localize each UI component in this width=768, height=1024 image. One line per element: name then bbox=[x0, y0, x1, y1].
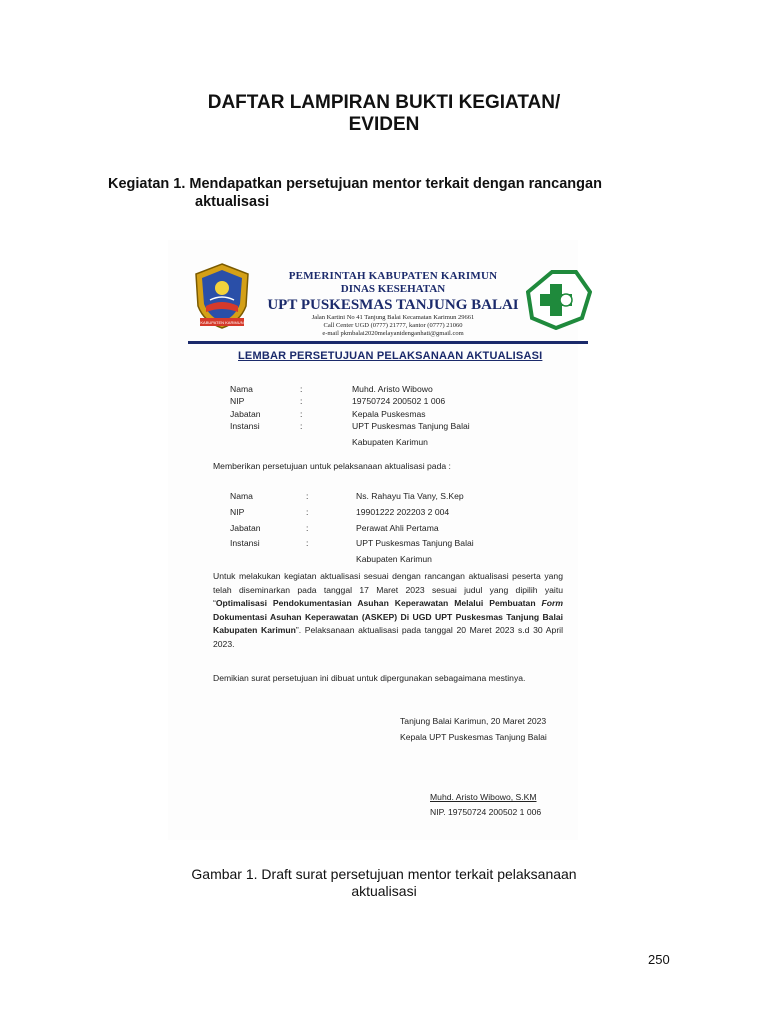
participant-name-label: Nama bbox=[230, 491, 253, 501]
emblem-text: KABUPATEN KARIMUN bbox=[200, 320, 244, 325]
page-title-line1: DAFTAR LAMPIRAN BUKTI KEGIATAN/ bbox=[207, 92, 561, 113]
mentor-nip-label: NIP bbox=[230, 396, 245, 406]
participant-institution-value-line2: Kabupaten Karimun bbox=[356, 554, 432, 564]
mentor-name-value: Muhd. Aristo Wibowo bbox=[352, 384, 433, 394]
figure-caption-line2: aktualisasi bbox=[351, 883, 417, 899]
mentor-name-label: Nama bbox=[230, 384, 253, 394]
colon: : bbox=[300, 396, 303, 406]
participant-name-value: Ns. Rahayu Tia Vany, S.Kep bbox=[356, 491, 464, 501]
letterhead bbox=[263, 270, 523, 338]
letterhead-line2: DINAS KESEHATAN bbox=[340, 283, 446, 295]
colon: : bbox=[306, 538, 309, 548]
letterhead-line1: PEMERINTAH KABUPATEN KARIMUN bbox=[288, 270, 498, 282]
letterhead-address: Jalan Kartini No 41 Tanjung Balai Kecamatan Karimun 29661 bbox=[311, 314, 475, 321]
mentor-position-value: Kepala Puskesmas bbox=[352, 409, 426, 419]
signer-name: Muhd. Aristo Wibowo, S.KM bbox=[430, 792, 537, 802]
page-title-line2: EVIDEN bbox=[348, 114, 420, 135]
colon: : bbox=[306, 523, 309, 533]
mentor-institution-value: UPT Puskesmas Tanjung Balai bbox=[352, 421, 470, 431]
letterhead-phone: Call Center UGD (0777) 21777, kantor (0777) 21060 bbox=[323, 322, 463, 329]
page-title bbox=[0, 92, 768, 136]
approval-letter-image bbox=[168, 240, 578, 840]
letter-closing: Demikian surat persetujuan ini dibuat untuk dipergunakan sebagaimana mestinya. bbox=[213, 673, 526, 683]
page-number: 250 bbox=[648, 952, 670, 967]
activity-heading bbox=[108, 175, 668, 211]
participant-nip-value: 19901222 202203 2 004 bbox=[356, 507, 450, 517]
letterhead-email: e-mail pkmbalai2020melayanidenganhati@gmail.com bbox=[322, 330, 464, 337]
activity-heading-line1: Kegiatan 1. Mendapatkan persetujuan mentor terkait dengan rancangan bbox=[108, 176, 602, 192]
participant-position-value: Perawat Ahli Pertama bbox=[356, 523, 439, 533]
mentor-nip-value: 19750724 200502 1 006 bbox=[352, 396, 446, 406]
body-title-bold1: Optimalisasi Pendokumentasian Asuhan Keperawatan Melalui Pembuatan bbox=[215, 598, 542, 609]
karimun-regency-emblem-icon bbox=[192, 262, 252, 330]
mentor-institution-label: Instansi bbox=[230, 421, 260, 431]
body-title-bold2: Dokumentasi Asuhan Keperawatan (ASKEP) Di UGD UPT Puskesmas Tanjung Balai Kabupaten Karimun bbox=[213, 611, 563, 636]
puskesmas-cross-emblem-icon bbox=[526, 270, 592, 330]
participant-position-label: Jabatan bbox=[230, 523, 261, 533]
signer-nip: NIP. 19750724 200502 1 006 bbox=[430, 807, 542, 817]
colon: : bbox=[300, 384, 303, 394]
mentor-position-label: Jabatan bbox=[230, 409, 261, 419]
letterhead-line3: UPT PUSKESMAS TANJUNG BALAI bbox=[267, 297, 519, 313]
body-title-italic: Form bbox=[541, 598, 563, 609]
signer-title: Kepala UPT Puskesmas Tanjung Balai bbox=[400, 732, 547, 742]
letter-heading: LEMBAR PERSETUJUAN PELAKSANAAN AKTUALISASI bbox=[238, 350, 543, 362]
letter-place-date: Tanjung Balai Karimun, 20 Maret 2023 bbox=[400, 716, 547, 726]
figure-caption-line1: Gambar 1. Draft surat persetujuan mentor terkait pelaksanaan bbox=[191, 866, 577, 882]
letter-body-paragraph bbox=[213, 570, 563, 652]
colon: : bbox=[300, 409, 303, 419]
participant-institution-label: Instansi bbox=[230, 538, 260, 548]
participant-institution-value: UPT Puskesmas Tanjung Balai bbox=[356, 538, 474, 548]
figure-caption bbox=[150, 866, 618, 900]
participant-nip-label: NIP bbox=[230, 507, 245, 517]
colon: : bbox=[300, 421, 303, 431]
mentor-institution-value-line2: Kabupaten Karimun bbox=[352, 437, 428, 447]
colon: : bbox=[306, 507, 309, 517]
activity-heading-line2: aktualisasi bbox=[195, 194, 270, 210]
approval-intro: Memberikan persetujuan untuk pelaksanaan aktualisasi pada : bbox=[213, 461, 451, 471]
body-text-part1: Untuk melakukan kegiatan aktualisasi sesuai dengan rancangan aktualisasi peserta yang telah diseminarkan pada tanggal 17 Maret 2023 sesuai judul yang dipilih yaitu “ bbox=[213, 571, 563, 609]
colon: : bbox=[306, 491, 309, 501]
body-text-part2: ”. Pelaksanaan aktualisasi pada tanggal 20 Maret 2023 s.d 30 April 2023. bbox=[213, 625, 563, 649]
letterhead-divider bbox=[188, 341, 588, 344]
